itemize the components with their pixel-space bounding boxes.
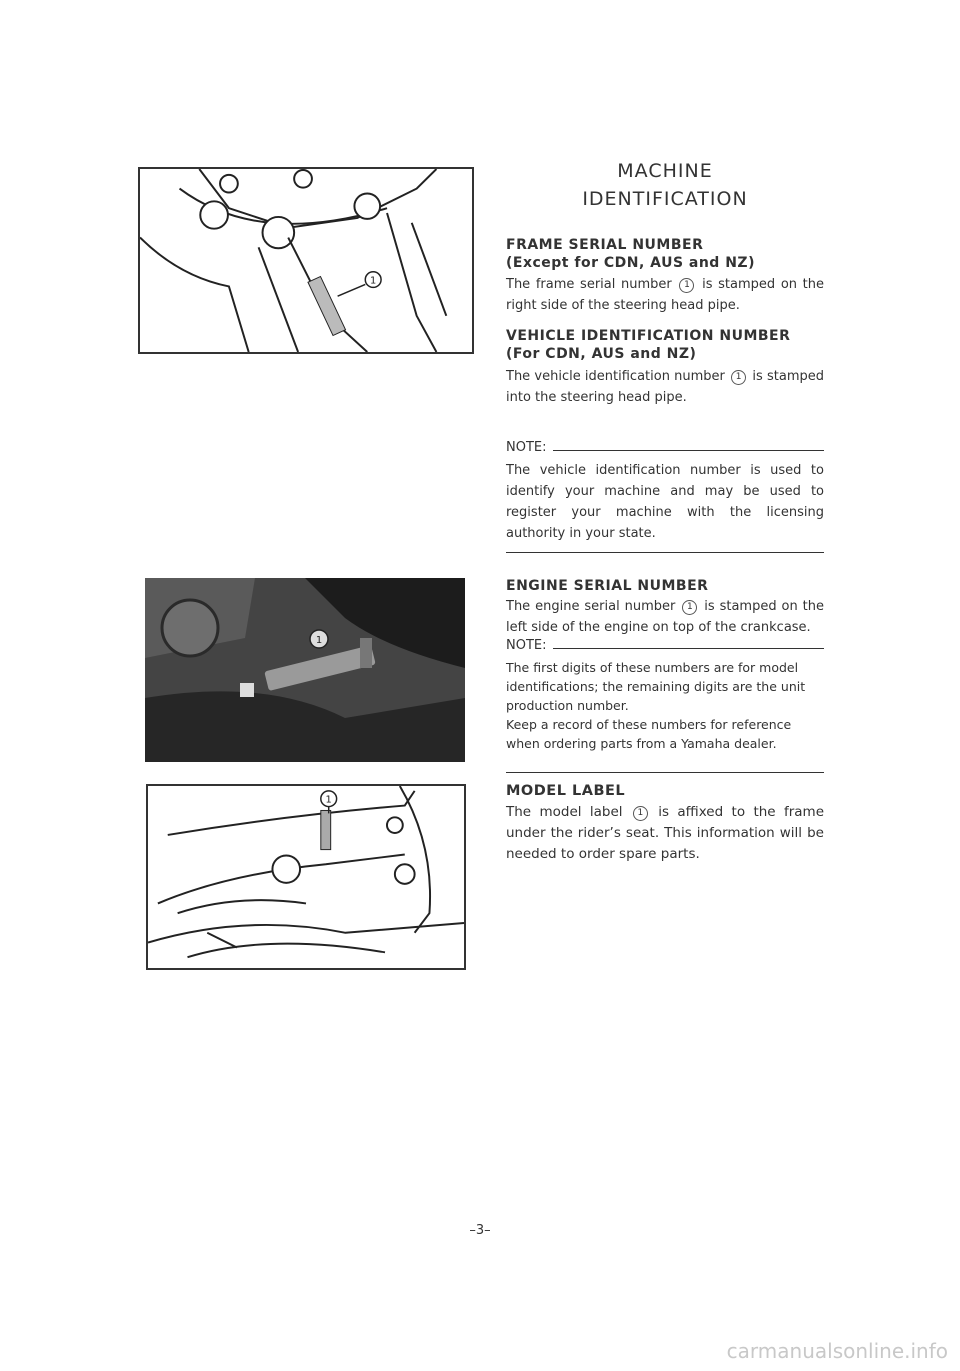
watermark-text: carmanualsonline.info xyxy=(726,1339,948,1363)
frame-body-text xyxy=(506,274,824,316)
model-text-b: is affixed to the frame under the rider’s seat. This information will be needed to order spare parts. xyxy=(506,804,825,862)
circled-number-icon: 1 xyxy=(682,600,697,615)
circled-number-icon: 1 xyxy=(731,370,746,385)
vin-text-a: The vehicle identification number xyxy=(506,369,725,384)
vin-heading-line-2: (For CDN, AUS and NZ) xyxy=(506,346,697,362)
note-1-rule xyxy=(553,450,825,451)
frame-heading-line-2: (Except for CDN, AUS and NZ) xyxy=(506,255,755,271)
note-1-end-rule xyxy=(506,552,824,553)
callout-number-label: 1 xyxy=(370,275,377,287)
engine-serial-photo xyxy=(145,578,465,762)
circled-number-icon: 1 xyxy=(633,806,648,821)
vin-body-text xyxy=(506,366,824,408)
page-number: –3– xyxy=(469,1223,491,1238)
vin-heading-line-1: VEHICLE IDENTIFICATION NUMBER xyxy=(506,328,791,344)
note-1-text: The vehicle identification number is used to identify your machine and may be used to register your machine with the licensing authority in your state. xyxy=(506,463,824,541)
engine-body-text xyxy=(506,596,824,638)
frame-serial-section xyxy=(506,236,824,316)
model-text-a: The model label xyxy=(506,804,623,820)
note-2-section xyxy=(506,638,824,753)
frame-heading-line-1: FRAME SERIAL NUMBER xyxy=(506,237,704,253)
note-2-label: NOTE: xyxy=(506,638,547,653)
note-2-header xyxy=(506,638,824,653)
engine-serial-section xyxy=(506,577,824,638)
note-1-label: NOTE: xyxy=(506,440,547,455)
title-line-1: MACHINE xyxy=(617,160,713,182)
steering-head-illustration xyxy=(138,167,474,354)
page-title xyxy=(506,160,824,210)
note-1-header xyxy=(506,440,824,455)
callout-number-label: 1 xyxy=(325,794,332,806)
note-2-end-rule xyxy=(506,772,824,773)
title-line-2: IDENTIFICATION xyxy=(582,188,748,210)
model-label-illustration xyxy=(146,784,466,970)
engine-text-b: is stamped on the left side of the engine on top of the crankcase. xyxy=(506,599,824,635)
model-heading: MODEL LABEL xyxy=(506,783,626,799)
vin-text-b: is stamped into the steering head pipe. xyxy=(506,369,824,405)
model-body-text xyxy=(506,802,824,865)
callout-number-label: 1 xyxy=(315,635,323,646)
frame-text-b: is stamped on the right side of the steering head pipe. xyxy=(506,277,825,313)
note-2-text-2: Keep a record of these numbers for reference when ordering parts from a Yamaha dealer. xyxy=(506,717,792,751)
note-2-rule xyxy=(553,648,825,649)
engine-text-a: The engine serial number xyxy=(506,599,676,614)
note-1-section xyxy=(506,440,824,544)
frame-text-a: The frame serial number xyxy=(506,277,672,292)
circled-number-icon: 1 xyxy=(679,278,694,293)
engine-heading: ENGINE SERIAL NUMBER xyxy=(506,578,709,594)
model-label-section xyxy=(506,782,824,865)
vin-section xyxy=(506,327,824,408)
note-2-text-1: The first digits of these numbers are for model identifications; the remaining digits are the unit production number. xyxy=(506,660,806,713)
